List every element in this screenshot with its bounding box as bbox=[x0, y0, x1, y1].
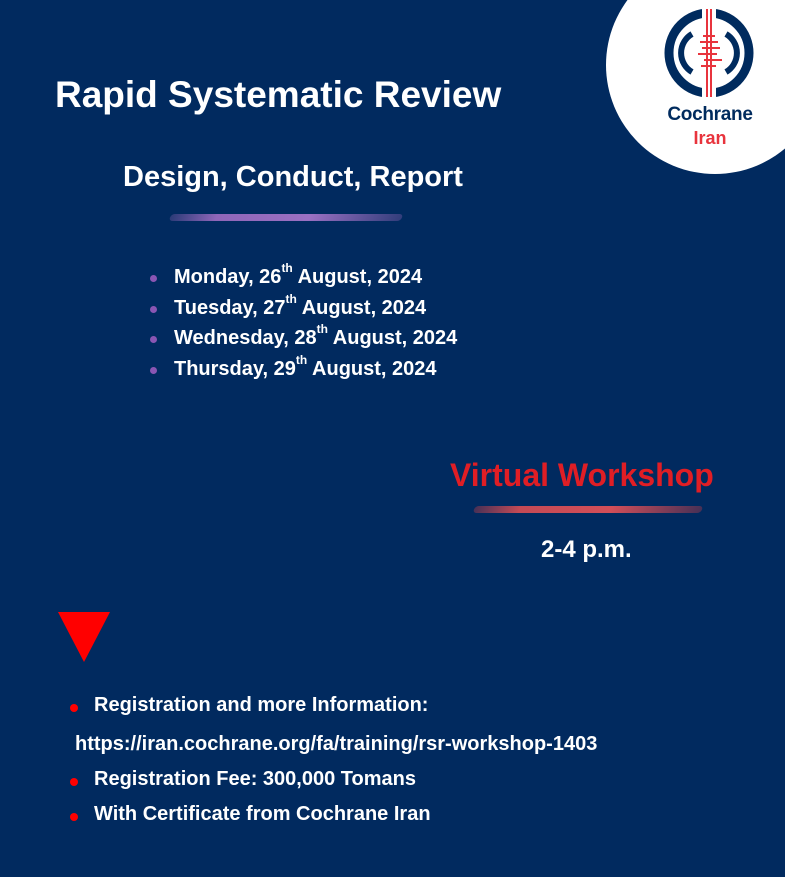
registration-fee: Registration Fee: 300,000 Tomans bbox=[94, 768, 416, 790]
bullet-icon bbox=[70, 778, 78, 786]
date-item: Tuesday, 27th August, 2024 bbox=[150, 293, 457, 324]
virtual-workshop-label: Virtual Workshop bbox=[450, 457, 714, 493]
page-subtitle: Design, Conduct, Report bbox=[123, 161, 463, 193]
logo-text-cochrane: Cochrane bbox=[667, 104, 753, 125]
purple-brush-divider bbox=[169, 214, 404, 221]
bullet-icon bbox=[70, 813, 78, 821]
bullet-icon bbox=[150, 367, 157, 374]
workshop-time: 2-4 p.m. bbox=[541, 536, 632, 563]
page-title: Rapid Systematic Review bbox=[55, 74, 502, 115]
logo-text-iran: Iran bbox=[693, 128, 727, 148]
date-list bbox=[150, 262, 457, 384]
certificate-note: With Certificate from Cochrane Iran bbox=[94, 803, 431, 825]
registration-link[interactable]: https://iran.cochrane.org/fa/training/rsr-workshop-1403 bbox=[75, 733, 598, 755]
cochrane-logo-icon bbox=[662, 6, 756, 100]
bullet-icon bbox=[150, 336, 157, 343]
down-triangle-icon bbox=[58, 612, 110, 662]
date-item: Monday, 26th August, 2024 bbox=[150, 262, 457, 293]
date-item: Wednesday, 28th August, 2024 bbox=[150, 323, 457, 354]
bullet-icon bbox=[70, 704, 78, 712]
bullet-icon bbox=[150, 306, 157, 313]
date-item: Thursday, 29th August, 2024 bbox=[150, 354, 457, 385]
registration-label: Registration and more Information: bbox=[94, 694, 429, 716]
bullet-icon bbox=[150, 275, 157, 282]
red-brush-divider bbox=[473, 506, 704, 513]
